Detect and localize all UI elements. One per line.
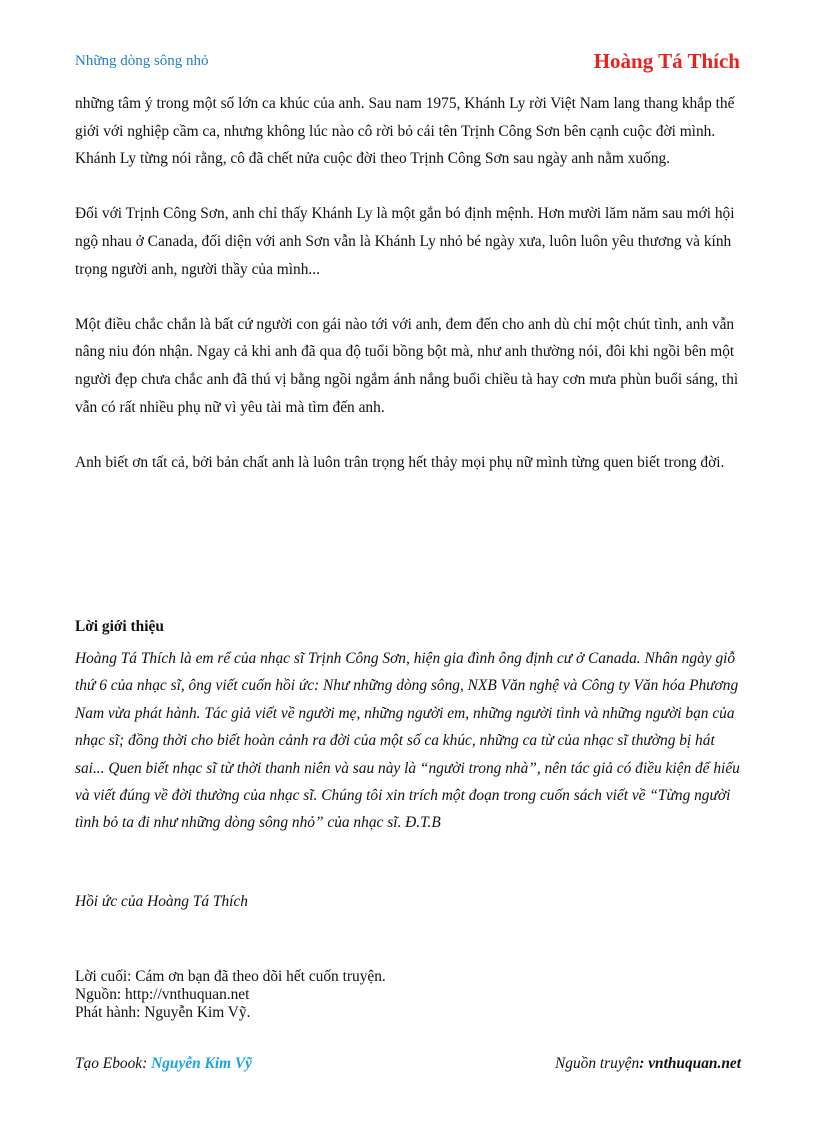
- source-label: Nguồn truyện: [554, 1055, 640, 1072]
- closing-thanks: Lời cuối: Cám ơn bạn đã theo dõi hết cuốn truyện.: [75, 968, 386, 985]
- footer-ebook-credit: [75, 1055, 252, 1073]
- ebook-creator-name: Nguyễn Kim Vỹ: [151, 1055, 253, 1072]
- closing-source: Nguồn: http://vnthuquan.net: [75, 986, 250, 1003]
- closing-publisher: Phát hành: Nguyễn Kim Vỹ.: [75, 1004, 251, 1021]
- paragraph: Đối với Trịnh Công Sơn, anh chỉ thấy Khánh Ly là một gắn bó định mệnh. Hơn mười lăm năm sau mới hội ngộ nhau ở Canada, đối diện với anh Sơn vẫn là Khánh Ly nhỏ bé ngày xưa, luôn luôn yêu thương và kính trọng người anh, người thầy của mình...: [75, 205, 735, 278]
- intro-text: Hoàng Tá Thích là em rể của nhạc sĩ Trịnh Công Sơn, hiện gia đình ông định cư ở Canada. Nhân ngày giỗ thứ 6 của nhạc sĩ, ông viết cuốn hồi ức: Như những dòng sông, NXB Văn nghệ và Công ty Văn hóa Phương Nam vừa phát hành. Tác giả viết về người mẹ, những người em, những người tình và những người bạn của nhạc sĩ; đồng thời cho biết hoàn cảnh ra đời của một số ca khúc, những ca từ của nhạc sĩ thường bị hát sai... Quen biết nhạc sĩ từ thời thanh niên và sau này là “người trong nhà”, nên tác giả có điều kiện để hiểu và viết đúng về đời thường của nhạc sĩ. Chúng tôi xin trích một đoạn trong cuốn sách viết về “Từng người tình bỏ ta đi như những dòng sông nhỏ” của nhạc sĩ. Đ.T.B: [75, 650, 740, 832]
- ebook-label: Tạo Ebook: [75, 1055, 143, 1072]
- paragraph: những tâm ý trong một số lớn ca khúc của anh. Sau nam 1975, Khánh Ly rời Việt Nam lang thang khắp thế giới với nghiệp cầm ca, nhưng không lúc nào cô rời bỏ cái tên Trịnh Công Sơn bên cạnh cuộc đời mình. Khánh Ly từng nói rằng, cô đã chết nửa cuộc đời theo Trịnh Công Sơn sau ngày anh nằm xuống.: [75, 95, 735, 168]
- intro-title: Lời giới thiệu: [75, 618, 164, 635]
- paragraph: Anh biết ơn tất cả, bởi bản chất anh là luôn trân trọng hết thảy mọi phụ nữ mình từng quen biết trong đời.: [75, 453, 725, 471]
- body-text: [75, 90, 747, 504]
- author-name: Hoàng Tá Thích: [593, 49, 740, 73]
- source-separator: :: [639, 1055, 649, 1072]
- paragraph: Một điều chắc chắn là bất cứ người con gái nào tới với anh, đem đến cho anh dù chỉ một chút tình, anh vẫn nâng niu đón nhận. Ngay cả khi anh đã qua độ tuổi bồng bột mà, như anh thường nói, đôi khi ngồi bên một người đẹp chưa chắc anh đã thú vị bằng ngồi ngắm ánh nắng buổi chiều tà hay cơn mưa phùn buổi sáng, thì vẫn có rất nhiều phụ nữ vì yêu tài mà tìm đến anh.: [75, 315, 739, 416]
- source-site: vnthuquan.net: [648, 1055, 741, 1072]
- ebook-separator: :: [142, 1055, 152, 1072]
- book-title: Những dòng sông nhỏ: [75, 53, 209, 69]
- memoir-credit: Hồi ức của Hoàng Tá Thích: [75, 893, 248, 910]
- footer-source: [555, 1055, 741, 1073]
- closing-notes: [75, 968, 386, 1022]
